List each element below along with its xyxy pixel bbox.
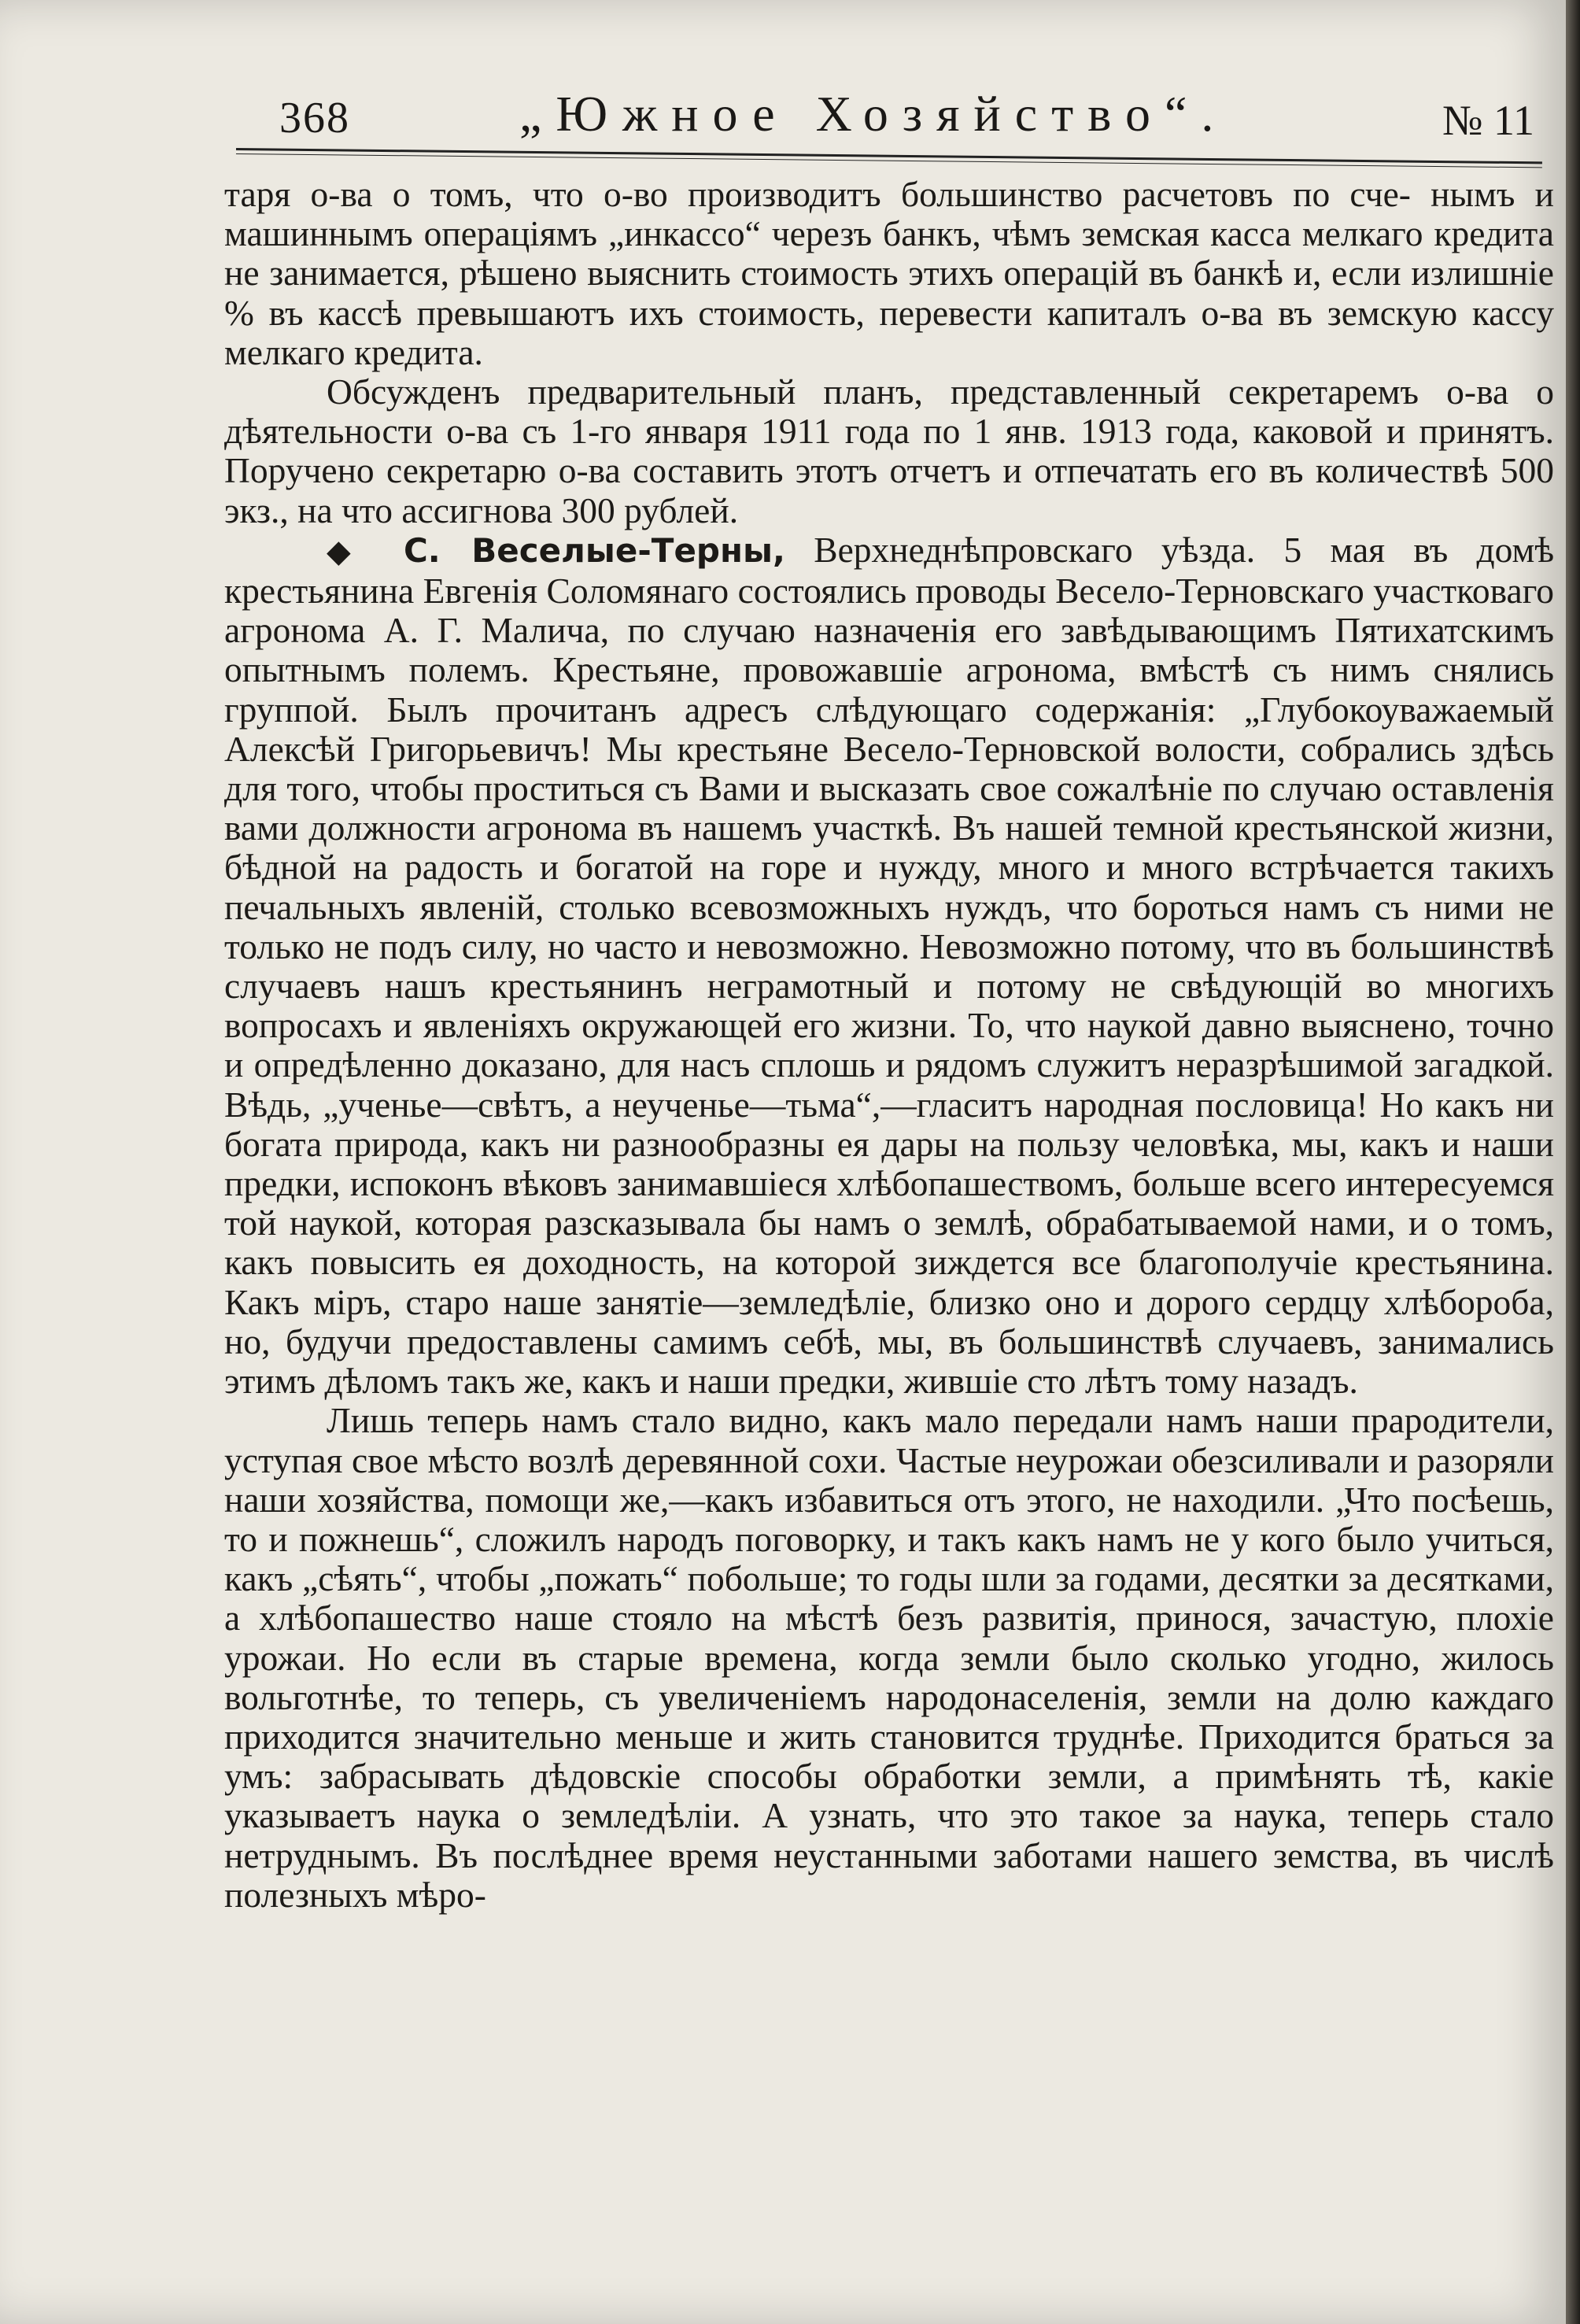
page-edge — [1566, 0, 1580, 2324]
article-body — [224, 175, 1554, 1915]
header-rule — [236, 148, 1542, 168]
news-item — [224, 530, 1554, 1401]
paragraph: Обсужденъ предварительный планъ, представленный секретаремъ о-ва о дѣятельности о-ва съ 1-го января 1911 года по 1 янв. 1913 года, каковой и принятъ. Поручено секретарю о-ва составить этотъ отчетъ и отпечатать его въ количествѣ 500 экз., на что ассигнова 300 рублей. — [224, 371, 1554, 530]
place-heading: С. Веселые-Терны, — [403, 530, 785, 570]
paragraph: таря о-ва о томъ, что о-во производитъ большинство расчетовъ по сче- нымъ и машиннымъ операціямъ „инкассо“ черезъ банкъ, чѣмъ земская касса мелкаго кредита не занимается, рѣшено выяснить стоимость этихъ операцій въ банкѣ и, если излишніе % въ кассѣ превышаютъ ихъ стоимость, перевести капиталъ о-ва въ земскую кассу мелкаго кредита. — [224, 174, 1554, 372]
page-number: 368 — [279, 94, 350, 142]
paragraph: Верхнеднѣпровскаго уѣзда. 5 мая въ домѣ крестьянина Евгенія Соломянаго состоялись проводы Весело-Терновскаго участковаго агронома А. Г. Малича, по случаю назначенія его завѣдывающимъ Пятихатскимъ опытнымъ полемъ. Крестьяне, провожавшіе агронома, вмѣстѣ съ нимъ снялись группой. Былъ прочитанъ адресъ слѣдующаго содержанія: „Глубокоуважаемый Алексѣй Григорьевичъ! Мы крестьяне Весело-Терновской волости, собрались здѣсь для того, чтобы проститься съ Вами и высказать свое сожалѣніе по случаю оставленія вами должности агронома въ нашемъ участкѣ. Въ нашей темной крестьянской жизни, бѣдной на радость и богатой на горе и нужду, много и много встрѣчается такихъ печальныхъ явленій, столько всевозможныхъ нуждъ, что бороться намъ съ ними не только не подъ силу, но часто и невозможно. Невозможно потому, что въ большинствѣ случаевъ нашъ крестьянинъ неграмотный и потому не свѣдующій во многихъ вопросахъ и явленіяхъ окружающей его жизни. То, что наукой давно выяснено, точно и опредѣленно доказано, для насъ сплошь и рядомъ служитъ неразрѣшимой загадкой. Вѣдь, „ученье—свѣтъ, а неученье—тьма“,—гласитъ народная пословица! Но какъ ни богата природа, какъ ни разнообразны ея дары на пользу человѣка, мы, какъ и наши предки, испоконъ вѣковъ занимавшіеся хлѣбопашествомъ, больше всего интересуемся той наукой, которая разсказывала бы намъ о землѣ, обрабатываемой нами, и о томъ, какъ повысить ея доходность, на которой зиждется все благополучіе крестьянина. Какъ міръ, старо наше занятіе—земледѣліе, близко оно и дорого сердцу хлѣбороба, но, будучи предоставлены самимъ себѣ, мы, въ большинствѣ случаевъ, занимались этимъ дѣломъ такъ же, какъ и наши предки, жившіе сто лѣтъ тому назадъ. — [224, 529, 1555, 1402]
journal-title: „Южное Хозяйство“. — [519, 86, 1228, 142]
issue-number: № 11 — [1442, 97, 1534, 144]
paragraph: Лишь теперь намъ стало видно, какъ мало передали намъ наши прародители, уступая свое мѣсто возлѣ деревянной сохи. Частые неурожаи обезсиливали и разоряли наши хозяйства, помощи же,—какъ избавиться отъ этого, не находили. „Что посѣешь, то и пожнешь“, сложилъ народъ поговорку, и такъ какъ намъ не у кого было учиться, какъ „сѣять“, чтобы „пожать“ побольше; то годы шли за годами, десятки за десятками, а хлѣбопашество наше стояло на мѣстѣ безъ развитія, принося, зачастую, плохіе урожаи. Но если въ старые времена, когда земли было сколько угодно, жилось вольготнѣе, то теперь, съ увеличеніемъ народонаселенія, земли на долю каждаго приходится значительно меньше и жить становится труднѣе. Приходится браться за умъ: забрасывать дѣдовскіе способы обработки земли, а примѣнять тѣ, какіе указываетъ наука о земледѣліи. А узнать, что это такое за наука, теперь стало нетруднымъ. Въ послѣднее время неустанными заботами нашего земства, въ числѣ полезныхъ мѣро- — [224, 1400, 1554, 1915]
running-header — [236, 79, 1542, 165]
ornament-bullet-icon: ◆ — [327, 533, 371, 569]
